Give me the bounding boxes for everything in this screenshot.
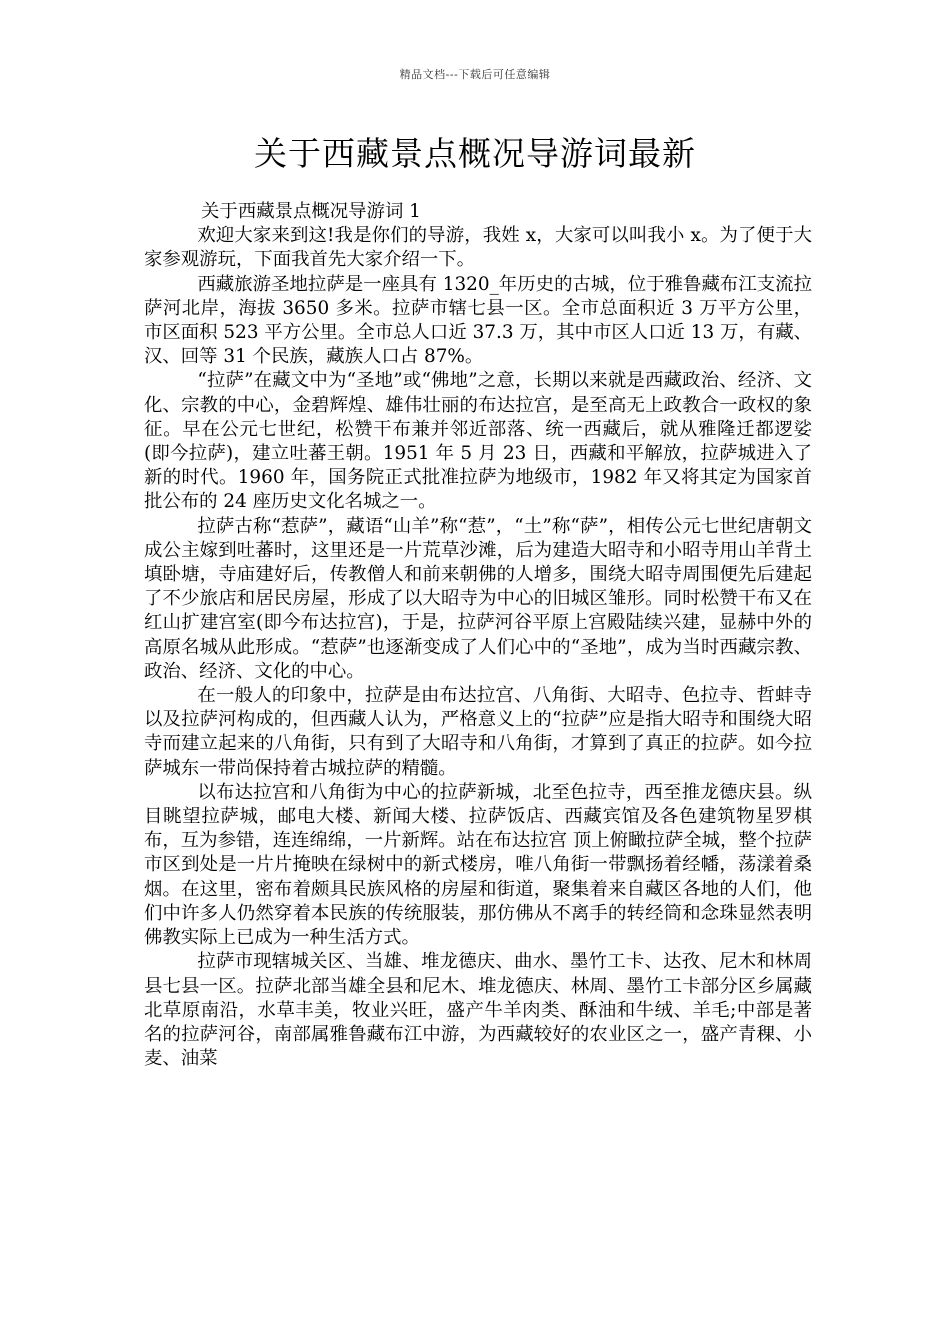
header-note: 精品文档---下载后可任意编辑 — [399, 68, 551, 81]
paragraph-old-town: 在一般人的印象中，拉萨是由布达拉宫、八角街、大昭寺、色拉寺、哲蚌寺以及拉萨河构成的，但西藏人认为，严格意义上的“拉萨”应是指大昭寺和围绕大昭寺而建立起来的八角街，只有到了大昭寺和八角街，才算到了真正的拉萨。如今拉萨城东一带尚保持着古城拉萨的精髓。 — [144, 685, 812, 779]
document-body — [144, 200, 812, 1071]
paragraph-districts: 拉萨市现辖城关区、当雄、堆龙德庆、曲水、墨竹工卡、达孜、尼木和林周县七县一区。拉萨北部当雄全县和尼木、堆龙德庆、林周、墨竹工卡部分区乡属藏北草原南沿，水草丰美，牧业兴旺，盛产牛羊肉类、酥油和牛绒、羊毛;中部是著名的拉萨河谷，南部属雅鲁藏布江中游，为西藏较好的农业区之一，盛产青稞、小麦、油菜 — [144, 951, 812, 1070]
paragraph-lhasa-overview: 西藏旅游圣地拉萨是一座具有 1320_年历史的古城，位于雅鲁藏布江支流拉萨河北岸，海拔 3650 多米。拉萨市辖七县一区。全市总面积近 3 万平方公里，市区面积 523 平方公里。全市总人口近 37.3 万，其中市区人口近 13 万，有藏、汉、回等 31 个民族，藏族人口占 87%。 — [144, 273, 812, 368]
paragraph-lhasa-history: 拉萨古称“惹萨”，藏语“山羊”称“惹”，“土”称“萨”，相传公元七世纪唐朝文成公主嫁到吐蕃时，这里还是一片荒草沙滩，后为建造大昭寺和小昭寺用山羊背土填卧塘，寺庙建好后，传教僧人和前来朝佛的人增多，围绕大昭寺周围便先后建起了不少旅店和居民房屋，形成了以大昭寺为中心的旧城区雏形。同时松赞干布又在红山扩建宫室(即今布达拉宫)，于是，拉萨河谷平原上宫殿陆续兴建，显赫中外的高原名城从此形成。“惹萨”也逐渐变成了人们心中的“圣地”，成为当时西藏宗教、政治、经济、文化的中心。 — [144, 515, 812, 682]
paragraph-welcome: 欢迎大家来到这!我是你们的导游，我姓 x，大家可以叫我小 x。为了便于大家参观游玩，下面我首先大家介绍一下。 — [144, 225, 812, 271]
page-title: 关于西藏景点概况导游词最新 — [254, 134, 696, 173]
document-subtitle: 关于西藏景点概况导游词 1 — [201, 201, 421, 222]
paragraph-lhasa-meaning: “拉萨”在藏文中为“圣地”或“佛地”之意，长期以来就是西藏政治、经济、文化、宗教的中心，金碧辉煌、雄伟壮丽的布达拉宫，是至高无上政教合一政权的象征。早在公元七世纪，松赞干布兼并邻近部落、统一西藏后，就从雅隆迁都逻娑(即今拉萨)，建立吐蕃王朝。1951 年 5 月 23 日，西藏和平解放，拉萨城进入了新的时代。1960 年，国务院正式批准拉萨为地级市，1982 年又将其定为国家首批公布的 24 座历史文化名城之一。 — [144, 370, 812, 513]
paragraph-new-city: 以布达拉宫和八角街为中心的拉萨新城，北至色拉寺，西至推龙德庆县。纵目眺望拉萨城，邮电大楼、新闻大楼、拉萨饭店、西藏宾馆及各色建筑物星罗棋布，互为参错，连连绵绵，一片新辉。站在布达拉宫 顶上俯瞰拉萨全城，整个拉萨市区到处是一片片掩映在绿树中的新式楼房，唯八角街一带飘扬着经幡，荡漾着桑烟。在这里，密布着颇具民族风格的房屋和街道，聚集着来自藏区各地的人们，他们中许多人仍然穿着本民族的传统服装，那仿佛从不离手的转经筒和念珠显然表明佛教实际上已成为一种生活方式。 — [144, 781, 812, 949]
